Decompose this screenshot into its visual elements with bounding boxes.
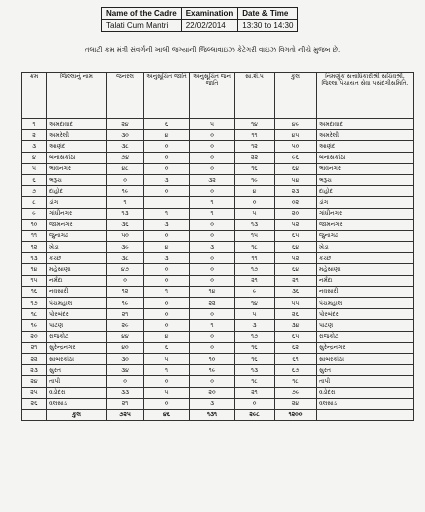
cell-district: ભરૂચ <box>47 174 107 185</box>
cell-sc: ૩ <box>144 253 190 264</box>
cell-district: અમરેલી <box>47 130 107 141</box>
cell-serial: ૨૪ <box>22 376 47 387</box>
exam-info-table <box>101 7 298 32</box>
cell-sebc: ૪ <box>235 186 275 197</box>
table-row <box>22 309 414 320</box>
cell-general: ૩૬ <box>107 219 144 230</box>
cell-general: ૨૧ <box>107 309 144 320</box>
cell-st: ૦ <box>190 130 235 141</box>
cell-general: ૪૪ <box>107 331 144 342</box>
total-cell-district: કુલ <box>47 409 107 420</box>
cell-sc: ૦ <box>144 309 190 320</box>
cell-st: ૦ <box>190 342 235 353</box>
table-row <box>22 141 414 152</box>
cell-general: ૪૭ <box>107 264 144 275</box>
cell-st: ૦ <box>190 331 235 342</box>
table-row <box>22 320 414 331</box>
cell-district: વલસાડ <box>47 398 107 409</box>
cell-total: ૬૪ <box>275 242 317 253</box>
examination-header: Examination <box>181 8 238 20</box>
table-row <box>22 387 414 398</box>
cell-authority: જામનગર <box>317 219 414 230</box>
cell-sebc: ૦ <box>235 197 275 208</box>
cell-district: સાબરકાંઠા <box>47 353 107 364</box>
table-row <box>22 353 414 364</box>
table-row <box>22 298 414 309</box>
col-header-total: કુલ <box>275 73 317 119</box>
cell-sc: ૩ <box>144 174 190 185</box>
cell-district: તાપી <box>47 376 107 387</box>
table-body <box>22 119 414 421</box>
cell-authority: ભાવનગર <box>317 163 414 174</box>
cell-authority: ગાંધીનગર <box>317 208 414 219</box>
total-cell-sebc: ૨૯૮ <box>235 409 275 420</box>
cell-authority: કચ્છ <box>317 253 414 264</box>
cell-sebc: ૧૧ <box>235 130 275 141</box>
cell-authority: પોરબંદર <box>317 309 414 320</box>
cell-total: ૩૬ <box>275 286 317 297</box>
cell-total: ૬૪ <box>275 264 317 275</box>
cell-sebc: ૧૪ <box>235 298 275 309</box>
cell-district: નર્મદા <box>47 275 107 286</box>
cell-authority: ખેડા <box>317 242 414 253</box>
cell-sebc: ૧૯ <box>235 174 275 185</box>
total-cell-general: ૭૨૫ <box>107 409 144 420</box>
cell-st: ૦ <box>190 376 235 387</box>
col-header-general: જનરલ <box>107 73 144 119</box>
cell-st: ૩૨ <box>190 174 235 185</box>
cell-st: ૦ <box>190 309 235 320</box>
cell-sc <box>144 197 190 208</box>
info-header-row <box>102 8 298 20</box>
table-row <box>22 264 414 275</box>
cell-authority: સુરત <box>317 365 414 376</box>
cell-sc: ૪ <box>144 331 190 342</box>
cell-total: ૬૭ <box>275 365 317 376</box>
cell-st: ૨૨ <box>190 298 235 309</box>
cell-serial: ૨૬ <box>22 398 47 409</box>
cell-sc: ૪ <box>144 242 190 253</box>
cell-authority: પાટણ <box>317 320 414 331</box>
cell-district: ગાંધીનગર <box>47 208 107 219</box>
cell-sc: ૦ <box>144 186 190 197</box>
cell-district: અમદાવાદ <box>47 119 107 130</box>
table-row <box>22 186 414 197</box>
cell-sc: ૦ <box>144 152 190 163</box>
table-row <box>22 286 414 297</box>
info-value-row <box>102 20 298 32</box>
cell-serial: ૨૧ <box>22 342 47 353</box>
cell-district: વડોદરા <box>47 387 107 398</box>
cell-serial: ૧૮ <box>22 309 47 320</box>
cell-general: ૩૮ <box>107 253 144 264</box>
cell-district: સુરેન્દ્રનગર <box>47 342 107 353</box>
table-header-row <box>22 73 414 119</box>
cell-general: ૧૨ <box>107 286 144 297</box>
cell-total: ૬૫ <box>275 331 317 342</box>
cell-general: ૦ <box>107 174 144 185</box>
cell-serial: ૧૦ <box>22 219 47 230</box>
cell-sc: ૦ <box>144 264 190 275</box>
cell-serial: ૨૨ <box>22 353 47 364</box>
cell-general: ૩૯ <box>107 242 144 253</box>
cell-general: ૧૩ <box>107 208 144 219</box>
cell-serial: ૧૬ <box>22 286 47 297</box>
total-row <box>22 409 414 420</box>
table-row <box>22 398 414 409</box>
cell-sc: ૦ <box>144 320 190 331</box>
cell-authority: અમદાવાદ <box>317 119 414 130</box>
cell-authority: તાપી <box>317 376 414 387</box>
vacancy-table <box>21 72 414 421</box>
cell-district: ભાવનગર <box>47 163 107 174</box>
cell-general: ૩૩ <box>107 387 144 398</box>
cell-district: કચ્છ <box>47 253 107 264</box>
cell-serial: ૧ <box>22 119 47 130</box>
cell-authority: સુરેન્દ્રનગર <box>317 342 414 353</box>
cell-serial: ૨૦ <box>22 331 47 342</box>
cell-total: ૫૨ <box>275 219 317 230</box>
cell-st: ૧ <box>190 208 235 219</box>
table-row <box>22 197 414 208</box>
cell-st: ૦ <box>190 186 235 197</box>
intro-text: તલાટી કમ મંત્રી સંવર્ગની ખાલી જગ્યાની જિલ્લાવાઇઝ કેટેગરી વાઇઝ વિગતો નીચે મુજબ છે. <box>84 46 341 54</box>
cell-authority: બનાસકાંઠા <box>317 152 414 163</box>
table-row <box>22 208 414 219</box>
cell-serial: ૧૧ <box>22 230 47 241</box>
cell-total: ૬૨ <box>275 342 317 353</box>
cadre-header: Name of the Cadre <box>102 8 182 20</box>
cell-total: ૬૧ <box>275 353 317 364</box>
cell-sebc: ૩ <box>235 320 275 331</box>
cell-serial: ૧૨ <box>22 242 47 253</box>
cell-serial: ૨૫ <box>22 387 47 398</box>
cell-authority: જુનાગઢ <box>317 230 414 241</box>
cell-st: ૩ <box>190 242 235 253</box>
cell-st: ૦ <box>190 141 235 152</box>
col-header-authority: નિમણૂંક સત્તાધિકારીશ્રી સચિવશ્રી, જિલ્લા પંચાયત સેવા પસંદગીસમિતિ. <box>317 73 414 119</box>
cell-st: ૦ <box>190 264 235 275</box>
cell-general: ૩૪ <box>107 365 144 376</box>
total-cell-authority <box>317 409 414 420</box>
cell-sc: ૦ <box>144 376 190 387</box>
total-cell-sc: ૪૬ <box>144 409 190 420</box>
date-time-header: Date & Time <box>238 8 298 20</box>
cell-serial: ૧૩ <box>22 253 47 264</box>
col-header-st: અનુસૂચિત જન જાતિ <box>190 73 235 119</box>
cell-sebc: ૨૧ <box>235 387 275 398</box>
cell-st: ૦ <box>190 230 235 241</box>
cell-sebc: ૨૧ <box>235 275 275 286</box>
total-cell-total: ૧૨૦૦ <box>275 409 317 420</box>
cell-st: ૦ <box>190 253 235 264</box>
cell-authority: ડાંગ <box>317 197 414 208</box>
cell-sebc: ૧૬ <box>235 353 275 364</box>
cell-general: ૪૮ <box>107 163 144 174</box>
cell-serial: ૯ <box>22 208 47 219</box>
time-value: 13:30 to 14:30 <box>238 20 298 32</box>
cell-st: ૦ <box>190 163 235 174</box>
cell-general: ૦ <box>107 376 144 387</box>
cell-total: ૨૧ <box>275 275 317 286</box>
cell-serial: ૧૪ <box>22 264 47 275</box>
cell-total: ૬૫ <box>275 230 317 241</box>
cell-district: આણંદ <box>47 141 107 152</box>
cell-sc: ૦ <box>144 141 190 152</box>
table-row <box>22 253 414 264</box>
cell-general: ૫૦ <box>107 230 144 241</box>
cell-general: ૩૮ <box>107 141 144 152</box>
cell-sebc: ૯ <box>235 286 275 297</box>
cell-district: દાહોદ <box>47 186 107 197</box>
cell-st: ૦ <box>190 275 235 286</box>
cell-sc: ૦ <box>144 398 190 409</box>
col-header-serial: ક્રમ <box>22 73 47 119</box>
cell-district: જામનગર <box>47 219 107 230</box>
cell-sc: ૧ <box>144 286 190 297</box>
cell-total: ૫૪ <box>275 174 317 185</box>
cell-sc: ૫ <box>144 353 190 364</box>
table-row <box>22 130 414 141</box>
cell-general: ૩૦ <box>107 130 144 141</box>
table-row <box>22 174 414 185</box>
cell-st: ૧૦ <box>190 353 235 364</box>
cell-st: ૦ <box>190 152 235 163</box>
cell-sebc: ૧૬ <box>235 342 275 353</box>
table-row <box>22 342 414 353</box>
cell-serial: ૩ <box>22 141 47 152</box>
cell-sebc: ૫ <box>235 309 275 320</box>
cell-serial: ૨ <box>22 130 47 141</box>
cell-authority: અમરેલી <box>317 130 414 141</box>
cell-authority: સાબરકાંઠા <box>317 353 414 364</box>
table-row <box>22 230 414 241</box>
table-row <box>22 275 414 286</box>
cell-sc: ૩ <box>144 219 190 230</box>
cell-sc: ૬ <box>144 119 190 130</box>
cell-sebc: ૧૪ <box>235 119 275 130</box>
table-row <box>22 242 414 253</box>
cell-st: ૨૦ <box>190 387 235 398</box>
cell-sc: ૧ <box>144 365 190 376</box>
cadre-value: Talati Cum Mantri <box>102 20 182 32</box>
cell-st: ૩ <box>190 398 235 409</box>
col-header-sc: અનુસૂચિત જાતિ <box>144 73 190 119</box>
cell-general: ૨૧ <box>107 398 144 409</box>
total-cell-st: ૧૩૧ <box>190 409 235 420</box>
cell-total: ૫૨ <box>275 253 317 264</box>
table-row <box>22 331 414 342</box>
cell-sebc: ૧૮ <box>235 376 275 387</box>
cell-st: ૧૪ <box>190 286 235 297</box>
cell-total: ૪૯ <box>275 119 317 130</box>
cell-total: ૫૫ <box>275 298 317 309</box>
cell-total: ૫૦ <box>275 141 317 152</box>
cell-sebc: ૧૩ <box>235 219 275 230</box>
cell-sc: ૦ <box>144 275 190 286</box>
cell-total: ૬૪ <box>275 163 317 174</box>
cell-district: ખેડા <box>47 242 107 253</box>
cell-sebc: ૧૭ <box>235 264 275 275</box>
cell-st: ૧ <box>190 197 235 208</box>
cell-district: નવસારી <box>47 286 107 297</box>
table-row <box>22 365 414 376</box>
cell-sebc: ૧૨ <box>235 141 275 152</box>
cell-sebc: ૧૩ <box>235 365 275 376</box>
cell-total: ૭૯ <box>275 387 317 398</box>
cell-serial: ૬ <box>22 174 47 185</box>
cell-sebc: ૧૭ <box>235 331 275 342</box>
cell-total: ૯૬ <box>275 152 317 163</box>
cell-total: ૨૦ <box>275 208 317 219</box>
cell-sebc: ૧૫ <box>235 230 275 241</box>
exam-date-value: 22/02/2014 <box>181 20 238 32</box>
cell-st: ૧૯ <box>190 365 235 376</box>
cell-serial: ૪ <box>22 152 47 163</box>
cell-st: ૦ <box>190 219 235 230</box>
cell-authority: પંચમહાલ <box>317 298 414 309</box>
cell-general: ૩૦ <box>107 353 144 364</box>
cell-sc: ૦ <box>144 163 190 174</box>
cell-district: સુરત <box>47 365 107 376</box>
cell-serial: ૭ <box>22 186 47 197</box>
cell-authority: વલસાડ <box>317 398 414 409</box>
cell-general: ૧૯ <box>107 186 144 197</box>
cell-general: ૦ <box>107 275 144 286</box>
cell-st: ૫ <box>190 119 235 130</box>
cell-district: રાજકોટ <box>47 331 107 342</box>
col-header-sebc: સા.શૈ.પ <box>235 73 275 119</box>
cell-sebc: ૫ <box>235 208 275 219</box>
cell-general: ૧ <box>107 197 144 208</box>
cell-sc: ૫ <box>144 387 190 398</box>
cell-district: ડાંગ <box>47 197 107 208</box>
cell-total: ૧૮ <box>275 376 317 387</box>
cell-serial: ૧૭ <box>22 298 47 309</box>
cell-authority: મહેસાણા <box>317 264 414 275</box>
col-header-district: જિલ્લાનું નામ <box>47 73 107 119</box>
cell-district: બનાસકાંઠા <box>47 152 107 163</box>
cell-st: ૧ <box>190 320 235 331</box>
cell-district: પોરબંદર <box>47 309 107 320</box>
cell-general: ૨૯ <box>107 320 144 331</box>
cell-district: પાટણ <box>47 320 107 331</box>
table-row <box>22 119 414 130</box>
cell-serial: ૮ <box>22 197 47 208</box>
cell-serial: ૧૫ <box>22 275 47 286</box>
cell-total: ૨૬ <box>275 309 317 320</box>
cell-authority: નવસારી <box>317 286 414 297</box>
cell-general: ૭૪ <box>107 152 144 163</box>
cell-sebc: ૨૨ <box>235 152 275 163</box>
cell-total: ૩૪ <box>275 320 317 331</box>
table-row <box>22 376 414 387</box>
table-row <box>22 152 414 163</box>
cell-general: ૪૦ <box>107 342 144 353</box>
cell-sc: ૦ <box>144 230 190 241</box>
cell-sc: ૬ <box>144 342 190 353</box>
cell-sebc: ૦ <box>235 398 275 409</box>
cell-authority: રાજકોટ <box>317 331 414 342</box>
cell-sc: ૦ <box>144 298 190 309</box>
cell-sebc: ૧૧ <box>235 253 275 264</box>
cell-serial: ૨૩ <box>22 365 47 376</box>
cell-district: જુનાગઢ <box>47 230 107 241</box>
cell-authority: ભરૂચ <box>317 174 414 185</box>
cell-general: ૨૪ <box>107 119 144 130</box>
cell-serial: ૧૯ <box>22 320 47 331</box>
cell-sebc: ૧૬ <box>235 163 275 174</box>
cell-authority: વડોદરા <box>317 387 414 398</box>
cell-sc: ૪ <box>144 130 190 141</box>
table-row <box>22 219 414 230</box>
cell-sebc: ૧૮ <box>235 242 275 253</box>
cell-total: ૨૪ <box>275 398 317 409</box>
cell-district: પંચમહાલ <box>47 298 107 309</box>
cell-serial: ૫ <box>22 163 47 174</box>
total-cell-serial <box>22 409 47 420</box>
cell-total: ૪૫ <box>275 130 317 141</box>
cell-general: ૧૯ <box>107 298 144 309</box>
cell-total: ૦૨ <box>275 197 317 208</box>
cell-district: મહેસાણા <box>47 264 107 275</box>
cell-authority: દાહોદ <box>317 186 414 197</box>
cell-sc: ૧ <box>144 208 190 219</box>
cell-authority: આણંદ <box>317 141 414 152</box>
cell-authority: નર્મદા <box>317 275 414 286</box>
cell-total: ૨૩ <box>275 186 317 197</box>
table-row <box>22 163 414 174</box>
